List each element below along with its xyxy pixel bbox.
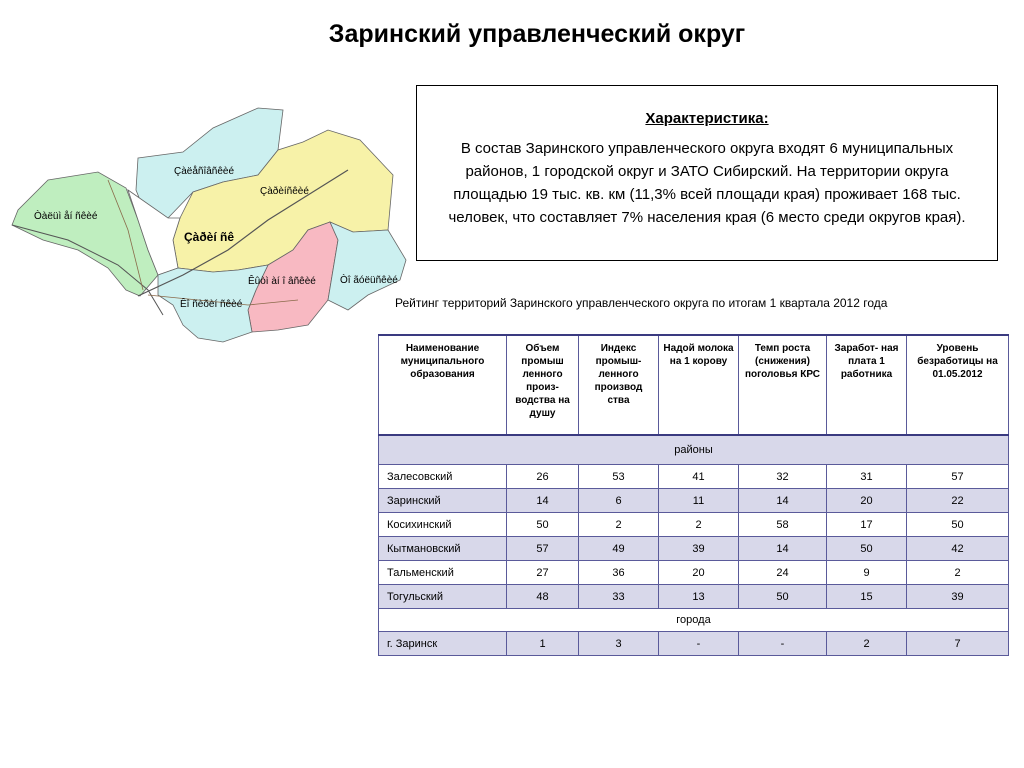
cell: 14 [739, 489, 827, 513]
row-name: Кытмановский [379, 537, 507, 561]
map-label-kytmanovo: Êûòì àí î âñêèé [248, 276, 316, 287]
row-name: г. Заринск [379, 632, 507, 656]
cell: 14 [507, 489, 579, 513]
cell: 20 [827, 489, 907, 513]
cell: 50 [827, 537, 907, 561]
cell: 41 [659, 465, 739, 489]
cell: 49 [579, 537, 659, 561]
cell: 24 [739, 561, 827, 585]
row-name: Залесовский [379, 465, 507, 489]
cell: 53 [579, 465, 659, 489]
info-heading: Характеристика: [645, 110, 769, 127]
cell: - [659, 632, 739, 656]
info-box [416, 85, 998, 261]
cell: 26 [507, 465, 579, 489]
cell: 58 [739, 513, 827, 537]
cell: 50 [907, 513, 1009, 537]
cell: 9 [827, 561, 907, 585]
table-row [379, 632, 1009, 656]
row-name: Заринский [379, 489, 507, 513]
section-label: районы [379, 435, 1009, 465]
rating-caption: Рейтинг территорий Заринского управленческого округа по итогам 1 квартала 2012 года [395, 296, 888, 310]
map-label-talmenka: Òàëüì åí ñêèé [34, 211, 98, 222]
table-row [379, 513, 1009, 537]
cell: 27 [507, 561, 579, 585]
header-salary: Заработ- ная плата 1 работника [827, 335, 907, 435]
cell: 57 [507, 537, 579, 561]
cell: 42 [907, 537, 1009, 561]
cell: 31 [827, 465, 907, 489]
section-row-cities [379, 609, 1009, 632]
header-name: Наименование муниципального образования [379, 335, 507, 435]
row-name: Тальменский [379, 561, 507, 585]
header-production: Объем промыш ленного произ- водства на душу [507, 335, 579, 435]
section-row-districts [379, 435, 1009, 465]
cell: 2 [659, 513, 739, 537]
header-unemployment: Уровень безработицы на 01.05.2012 [907, 335, 1009, 435]
cell: 32 [739, 465, 827, 489]
cell: 2 [907, 561, 1009, 585]
cell: 1 [507, 632, 579, 656]
header-production-index: Индекс промыш- ленного производ ства [579, 335, 659, 435]
map-label-zalesovo: Çàëåñîâñêèé [174, 166, 235, 177]
cell: 17 [827, 513, 907, 537]
cell: 14 [739, 537, 827, 561]
table-row [379, 465, 1009, 489]
table-row [379, 489, 1009, 513]
map-label-kosikha: Êî ñèõèí ñêèé [180, 299, 243, 310]
table-header-row [379, 335, 1009, 435]
cell: 3 [579, 632, 659, 656]
cell: 33 [579, 585, 659, 609]
district-map [8, 100, 408, 345]
header-milk-yield: Надой молока на 1 корову [659, 335, 739, 435]
cell: 22 [907, 489, 1009, 513]
cell: 7 [907, 632, 1009, 656]
cell: 50 [739, 585, 827, 609]
table-row [379, 561, 1009, 585]
cell: 2 [579, 513, 659, 537]
cell: 39 [659, 537, 739, 561]
cell: 15 [827, 585, 907, 609]
cell: 11 [659, 489, 739, 513]
cell: 48 [507, 585, 579, 609]
map-label-zarinsk-city: Çàðèí ñê [184, 230, 235, 244]
row-name: Тогульский [379, 585, 507, 609]
section-label: города [379, 609, 1009, 632]
cell: 36 [579, 561, 659, 585]
cell: 50 [507, 513, 579, 537]
header-cattle-growth: Темп роста (снижения) поголовья КРС [739, 335, 827, 435]
map-label-togul: Òî ãóëüñêèé [340, 275, 398, 286]
table-row [379, 537, 1009, 561]
cell: 13 [659, 585, 739, 609]
page-title: Заринский управленческий округ [328, 20, 746, 48]
info-text: В состав Заринского управленческого округа входят 6 муниципальных районов, 1 городской округ и ЗАТО Сибирский. На территории округа площадью 19 тыс. кв. км (11,3% всей площади края) проживает 168 тыс. человек, что составляет 7% населения края (6 место среди округов края). [448, 140, 966, 226]
cell: 57 [907, 465, 1009, 489]
cell: - [739, 632, 827, 656]
cell: 39 [907, 585, 1009, 609]
cell: 6 [579, 489, 659, 513]
row-name: Косихинский [379, 513, 507, 537]
table-row [379, 585, 1009, 609]
cell: 2 [827, 632, 907, 656]
rating-table [378, 334, 1009, 656]
cell: 20 [659, 561, 739, 585]
map-label-zarinsk-district: Çàðèíñêèé [260, 186, 309, 197]
